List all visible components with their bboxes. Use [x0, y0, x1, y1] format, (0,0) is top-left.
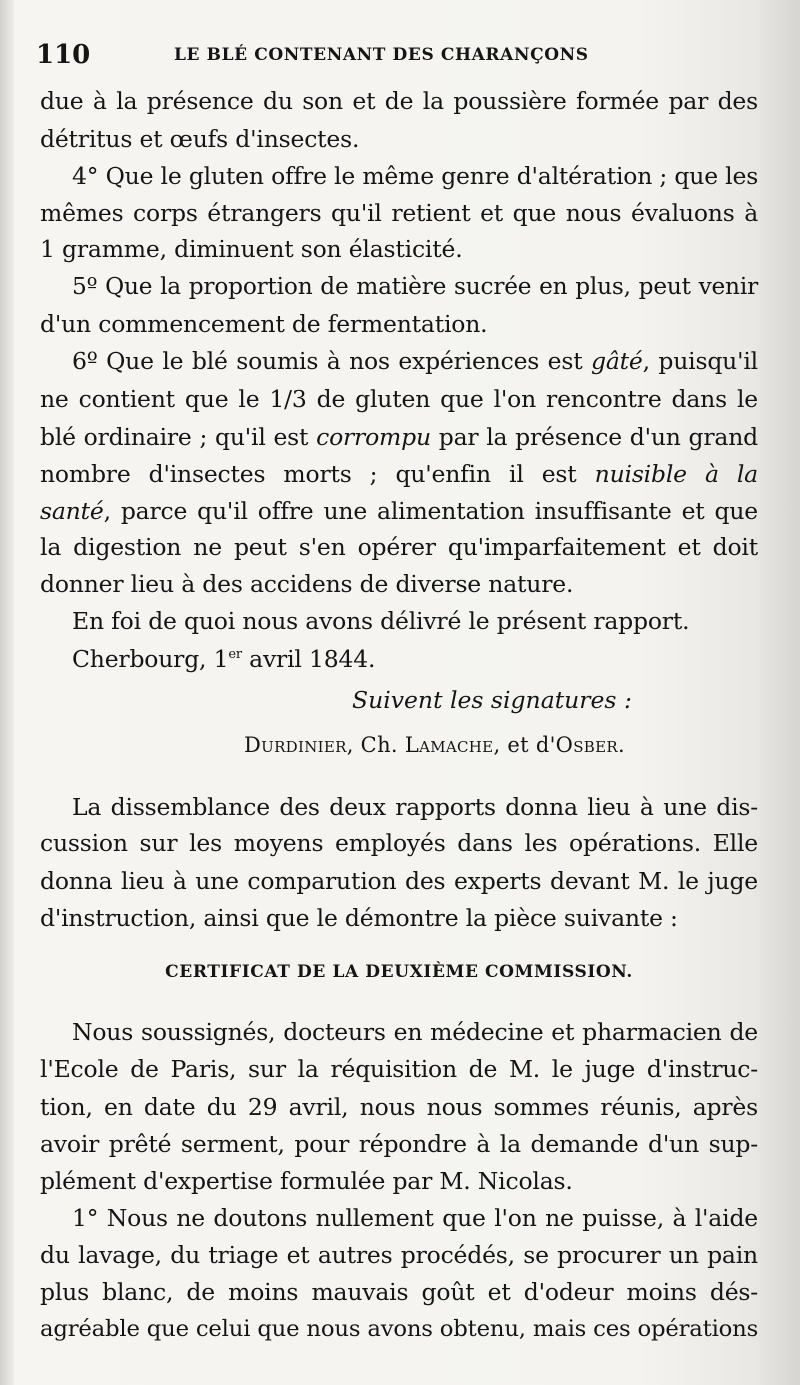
text-run: D	[244, 733, 262, 757]
text-run: 6º Que le blé soumis à nos expériences est	[72, 347, 591, 375]
italic-word: gâté	[590, 347, 643, 375]
text-run: , parce qu'il offre une alimentation insuffisante et que	[103, 497, 758, 525]
text-line: 5º Que la proportion de matière sucrée en plus, peut venir	[72, 273, 758, 300]
text-line: due à la présence du son et de la poussière formée par des	[40, 87, 758, 115]
text-line: du lavage, du triage et autres procédés, se procurer un pain	[40, 1241, 758, 1269]
text-run: h. L	[377, 733, 420, 757]
text-run: blé ordinaire ; qu'il est	[40, 423, 317, 451]
text-line: 1° Nous ne doutons nullement que l'on ne puisse, à l'aide	[72, 1204, 758, 1232]
text-line: ne contient que le 1/3 de gluten que l'on rencontre dans le	[40, 385, 758, 413]
page-gutter-shadow	[0, 0, 14, 1385]
signatures-heading: Suivent les signatures :	[352, 686, 632, 714]
text-line: Nous soussignés, docteurs en médecine et pharmacien de	[72, 1018, 758, 1046]
text-run: avril 1844.	[241, 645, 376, 673]
text-line: tion, en date du 29 avril, nous nous sommes réunis, après	[40, 1093, 758, 1121]
text-line: d'un commencement de fermentation.	[40, 310, 488, 338]
text-line	[40, 492, 758, 530]
text-run: par la présence d'un grand	[430, 423, 759, 451]
page-header	[36, 40, 756, 74]
text-line: donna lieu à une comparution des experts devant M. le juge	[40, 867, 758, 895]
text-line: En foi de quoi nous avons délivré le présent rapport.	[72, 607, 690, 635]
text-line: mêmes corps étrangers qu'il retient et que nous évaluons à	[40, 199, 758, 227]
text-line: La dissemblance des deux rapports donna lieu à une dis-	[72, 793, 758, 821]
page-number: 110	[36, 40, 91, 70]
text-run: amache	[419, 733, 494, 757]
italic-word: corrompu	[316, 423, 431, 451]
running-title: LE BLÉ CONTENANT DES CHARANÇONS	[174, 45, 589, 65]
italic-word: santé	[40, 497, 104, 525]
text-line: avoir prêté serment, pour répondre à la demande d'un sup-	[40, 1130, 758, 1158]
text-line	[40, 418, 758, 456]
text-run: , C	[346, 733, 378, 757]
text-line: cussion sur les moyens employés dans les opérations. Elle	[40, 829, 758, 857]
text-line: plus blanc, de moins mauvais goût et d'odeur moins dés-	[40, 1278, 758, 1306]
section-title: CERTIFICAT DE LA DEUXIÈME COMMISSION.	[165, 962, 633, 982]
text-run: , puisqu'il	[642, 347, 758, 375]
text-run: sber	[573, 733, 618, 757]
text-run: .	[617, 733, 625, 757]
date-line	[72, 640, 758, 678]
signatories	[244, 733, 625, 757]
text-run: Cherbourg, 1	[72, 645, 229, 673]
text-line: 4° Que le gluten offre le même genre d'altération ; que les	[72, 162, 759, 190]
text-run: d'O	[535, 733, 574, 757]
text-line: l'Ecole de Paris, sur la réquisition de M. le juge d'instruc-	[40, 1055, 758, 1083]
text-line: plément d'expertise formulée par M. Nicolas.	[40, 1167, 573, 1195]
text-line: 1 gramme, diminuent son élasticité.	[40, 235, 463, 263]
text-line: d'instruction, ainsi que le démontre la pièce suivante :	[40, 904, 678, 932]
text-line: la digestion ne peut s'en opérer qu'imparfaitement et doit	[40, 533, 758, 561]
text-line: donner lieu à des accidens de diverse nature.	[40, 570, 574, 598]
text-run: urdinier	[261, 733, 347, 757]
superscript: er	[228, 647, 242, 662]
text-run: , et	[493, 733, 536, 757]
italic-phrase: nuisible à la	[594, 460, 758, 488]
text-run: nombre d'insectes morts ; qu'enfin il est	[40, 460, 595, 488]
text-line	[72, 342, 758, 380]
text-line: agréable que celui que nous avons obtenu, mais ces opérations	[40, 1316, 759, 1342]
text-line	[40, 455, 758, 493]
text-line: détritus et œufs d'insectes.	[40, 125, 360, 153]
